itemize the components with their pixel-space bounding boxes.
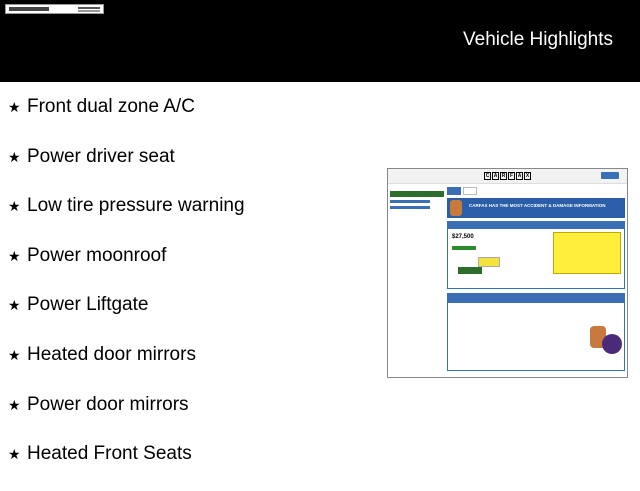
carfax-value-bar [452, 246, 476, 250]
star-icon: ★ [8, 346, 21, 363]
carfax-banner-text: CARFAX HAS THE MOST ACCIDENT & DAMAGE INFORMATION [469, 203, 606, 208]
carfax-report-thumbnail[interactable] [387, 168, 628, 378]
feature-label: Power driver seat [27, 145, 175, 167]
star-icon: ★ [8, 396, 21, 413]
carfax-logo-letter: X [525, 173, 530, 179]
feature-label: Low tire pressure warning [27, 195, 245, 217]
carfax-tabs [447, 187, 625, 195]
carfax-logo-letter: F [509, 173, 514, 179]
feature-item [8, 94, 245, 144]
feature-label: Front dual zone A/C [27, 96, 195, 117]
carfax-logo-letter: A [493, 173, 498, 179]
carfax-logo-letter: C [485, 173, 490, 179]
carfax-tab[interactable] [463, 187, 477, 195]
dealer-logo[interactable] [5, 4, 104, 14]
carfax-sidebar-item[interactable] [390, 200, 430, 203]
feature-item [8, 441, 245, 491]
page-title: Vehicle Highlights [463, 29, 613, 50]
feature-item [8, 243, 245, 293]
carfax-panel-header [448, 222, 624, 229]
carfax-logo [484, 172, 532, 180]
header-bar [0, 0, 640, 82]
dealer-logo-mark [9, 7, 49, 11]
carfax-value-marker [478, 257, 500, 267]
feature-label: Heated Front Seats [27, 443, 192, 465]
carfax-logo-letter: R [501, 173, 506, 179]
carfax-history-header [448, 294, 624, 303]
carfax-history-panel [447, 293, 625, 371]
carfax-value-panel [447, 221, 625, 289]
feature-label: Power Liftgate [27, 294, 149, 316]
feature-label: Power door mirrors [27, 393, 189, 415]
carfax-price: $27,500 [452, 234, 474, 240]
star-icon: ★ [8, 198, 21, 215]
star-icon: ★ [8, 297, 21, 314]
feature-label: Heated door mirrors [27, 343, 196, 365]
carfax-sidebar [390, 187, 444, 209]
carfax-logo-letter: A [517, 173, 522, 179]
feature-item [8, 392, 245, 442]
star-icon: ★ [8, 99, 21, 115]
carfax-highlights-box [553, 232, 621, 274]
carfax-print-button[interactable] [601, 172, 619, 179]
feature-item [8, 144, 245, 194]
carfax-tab-active[interactable] [447, 187, 461, 195]
feature-item [8, 342, 245, 392]
carfax-main [447, 187, 625, 371]
star-icon: ★ [8, 247, 21, 264]
carfax-great-value-badge [602, 334, 622, 354]
feature-label: Power moonroof [27, 244, 167, 266]
feature-item [8, 292, 245, 342]
feature-item [8, 193, 245, 243]
dealer-phone-line [78, 7, 100, 9]
carfax-fox-mascot [450, 200, 462, 216]
carfax-sidebar-item-active[interactable] [390, 191, 444, 197]
star-icon: ★ [8, 148, 21, 165]
star-icon: ★ [8, 446, 21, 463]
carfax-view-details-button[interactable] [458, 267, 482, 274]
carfax-banner [447, 198, 625, 218]
carfax-sidebar-item[interactable] [390, 206, 430, 209]
carfax-topbar [388, 169, 627, 184]
feature-list [8, 94, 245, 491]
dealer-tagline-line [78, 10, 100, 12]
